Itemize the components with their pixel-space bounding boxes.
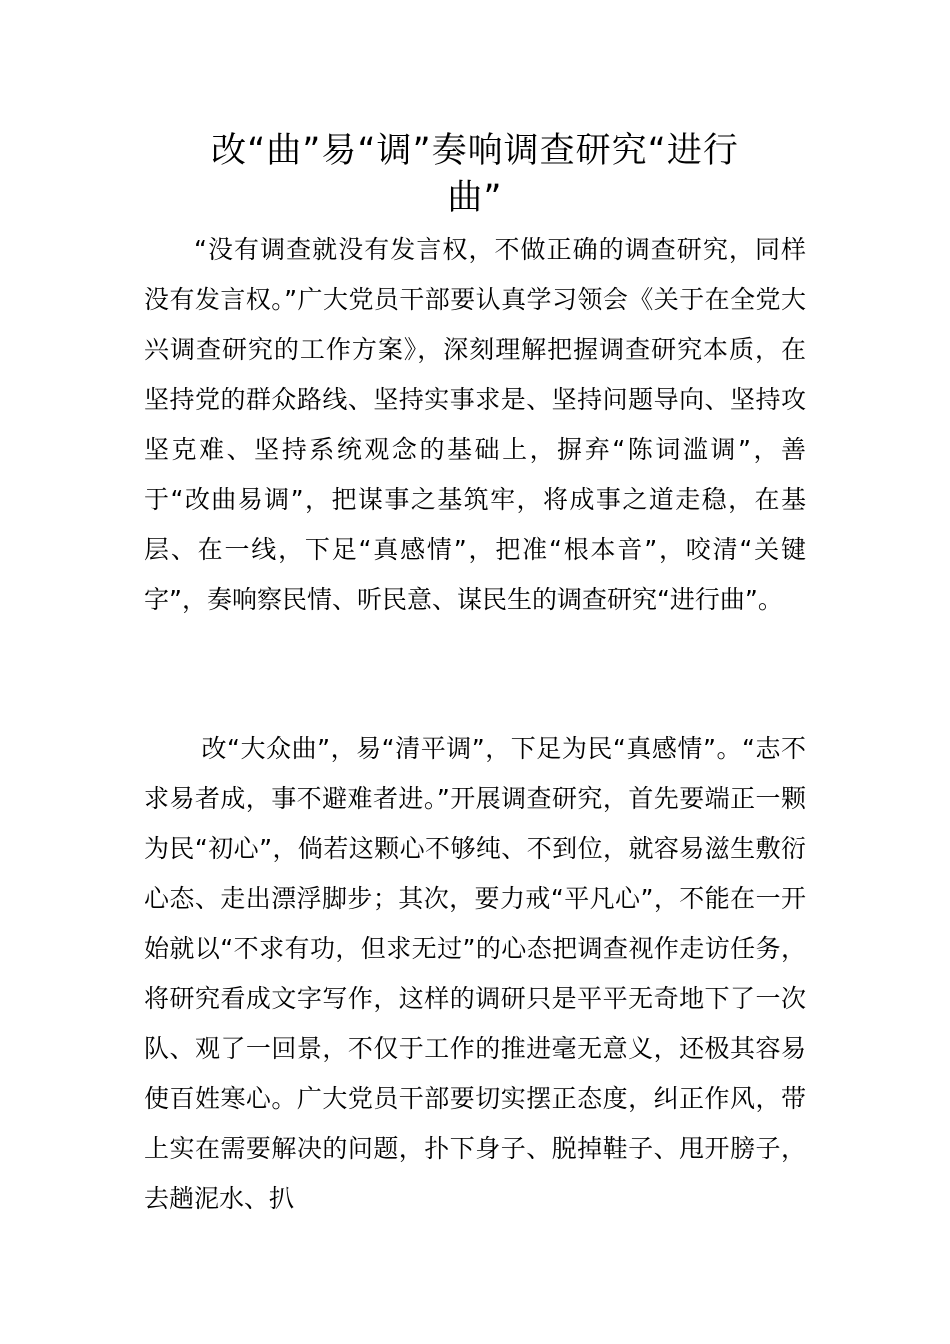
paragraph-section-1	[144, 724, 806, 1224]
paragraph-intro	[144, 225, 806, 625]
paragraph-intro-text: “没有调查就没有发言权，不做正确的调查研究，同样没有发言权。”广大党员干部要认真学习领会《关于在全党大兴调查研究的工作方案》，深刻理解把握调查研究本质，在坚持党的群众路线、坚持实事求是、坚持问题导向、坚持攻坚克难、坚持系统观念的基础上，摒弃“陈词滥调”，善于“改曲易调”，把谋事之基筑牢，将成事之道走稳，在基层、在一线，下足“真感情”，把准“根本音”，咬清“关键字”，奏响察民情、听民意、谋民生的调查研究“进行曲”。	[144, 235, 806, 614]
title-line-2: 曲”	[447, 178, 503, 218]
document-title	[144, 128, 806, 222]
paragraph-section-1-text: 改“大众曲”，易“清平调”，下足为民“真感情”。“志不求易者成，事不避难者进。”开展调查研究，首先要端正一颗为民“初心”，倘若这颗心不够纯、不到位，就容易滋生敷衍心态、走出漂浮脚步；其次，要力戒“平凡心”，不能在一开始就以“不求有功，但求无过”的心态把调查视作走访任务，将研究看成文字写作，这样的调研只是平平无奇地下了一次队、观了一回景，不仅于工作的推进毫无意义，还极其容易使百姓寒心。广大党员干部要切实摆正态度，纠正作风，带上实在需要解决的问题，扑下身子、脱掉鞋子、甩开膀子，去趟泥水、扒	[144, 734, 806, 1213]
title-line-1: 改“曲”易“调”奏响调查研究“进行	[211, 131, 739, 171]
